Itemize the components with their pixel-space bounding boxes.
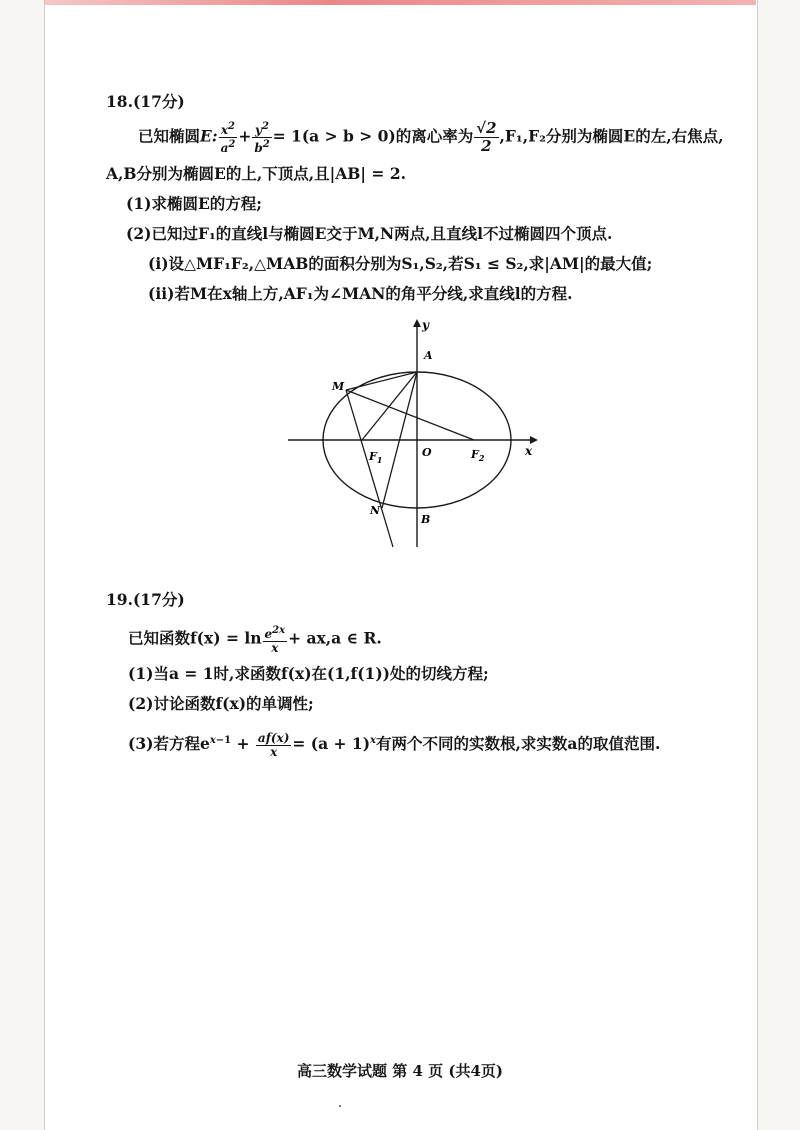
- q19-part2: (2)讨论函数f(x)的单调性;: [128, 694, 314, 713]
- q18-header: 18.(17分): [106, 92, 185, 111]
- q19-intro-rest: + ax,a ∈ R.: [288, 628, 382, 648]
- q18-part1: (1)求椭圆E的方程;: [126, 194, 262, 213]
- page-top-band: [44, 0, 756, 5]
- q19-part1: (1)当a = 1时,求函数f(x)在(1,f(1))处的切线方程;: [128, 664, 489, 683]
- label-B: B: [421, 513, 431, 526]
- segment-MA: [346, 372, 417, 390]
- q18-part2-i: (i)设△MF₁F₂,△MAB的面积分别为S₁,S₂,若S₁ ≤ S₂,求|AM|的最大值;: [148, 254, 653, 273]
- x-axis-arrow: [530, 436, 538, 444]
- label-x: x: [525, 444, 533, 458]
- x2-over-a2: $\frac{x^2}{a^2}$: [220, 121, 236, 155]
- line-l: [346, 390, 393, 547]
- scan-speck: [339, 1105, 341, 1107]
- q18-ellipse-name: E:: [200, 126, 218, 146]
- af-over-x: $\frac{af(x)}{x}$: [257, 730, 290, 759]
- label-N: N: [370, 504, 381, 517]
- q18-intro-text: 已知椭圆: [138, 126, 201, 146]
- q19-part3-eq: = (a + 1): [292, 734, 371, 754]
- q19-part3-end: 有两个不同的实数根,求实数a的取值范围.: [376, 734, 661, 754]
- q19-part3: (3)若方程$e^{x-1}$ + $\frac{af(x)}{x}$ = $(a + 1)^x$有两个不同的实数根,求实数a的取值范围.: [128, 730, 661, 759]
- e2x-over-x: $\frac{e^{2x}}{x}$: [264, 625, 286, 655]
- y2-over-b2: $\frac{y^2}{b^2}$: [254, 121, 270, 155]
- q18-part2-ii: (ii)若M在x轴上方,AF₁为∠MAN的角平分线,求直线l的方程.: [148, 284, 573, 303]
- ellipse-figure: [280, 315, 550, 555]
- y-axis-arrow: [413, 319, 421, 327]
- q18-line2: A,B分别为椭圆E的上,下顶点,且|AB| = 2.: [106, 164, 406, 183]
- q18-condition: = 1(a > b > 0)的离心率为: [272, 126, 474, 146]
- q19-part3-start: (3)若方程e: [128, 734, 210, 754]
- q19-header: 19.(17分): [106, 590, 185, 609]
- label-F1: $F_1$: [369, 450, 383, 465]
- sqrt2-over-2: $\frac{√2}{2}$: [476, 119, 497, 155]
- q18-part2: (2)已知过F₁的直线l与椭圆E交于M,N两点,且直线l不过椭圆四个顶点.: [126, 224, 613, 243]
- page-footer: 高三数学试题 第 4 页 (共4页): [297, 1062, 503, 1080]
- q19-intro-text: 已知函数f(x) = ln: [128, 628, 262, 648]
- q18-intro-line: 已知椭圆E: $\frac{x^2}{a^2}$ + $\frac{y^2}{b^2}$ = 1(a > b > 0)的离心率为 $\frac{√2}{2}$ ,F₁,F₂分别为椭圆E的左,右焦点,: [138, 119, 724, 155]
- label-A: A: [424, 349, 433, 362]
- label-M: M: [332, 380, 345, 393]
- q18-foci-text: ,F₁,F₂分别为椭圆E的左,右焦点,: [499, 126, 724, 146]
- label-O: O: [422, 446, 432, 459]
- q19-intro-line: [128, 624, 382, 655]
- label-y: y: [422, 318, 429, 332]
- label-F2: $F_2$: [471, 448, 485, 463]
